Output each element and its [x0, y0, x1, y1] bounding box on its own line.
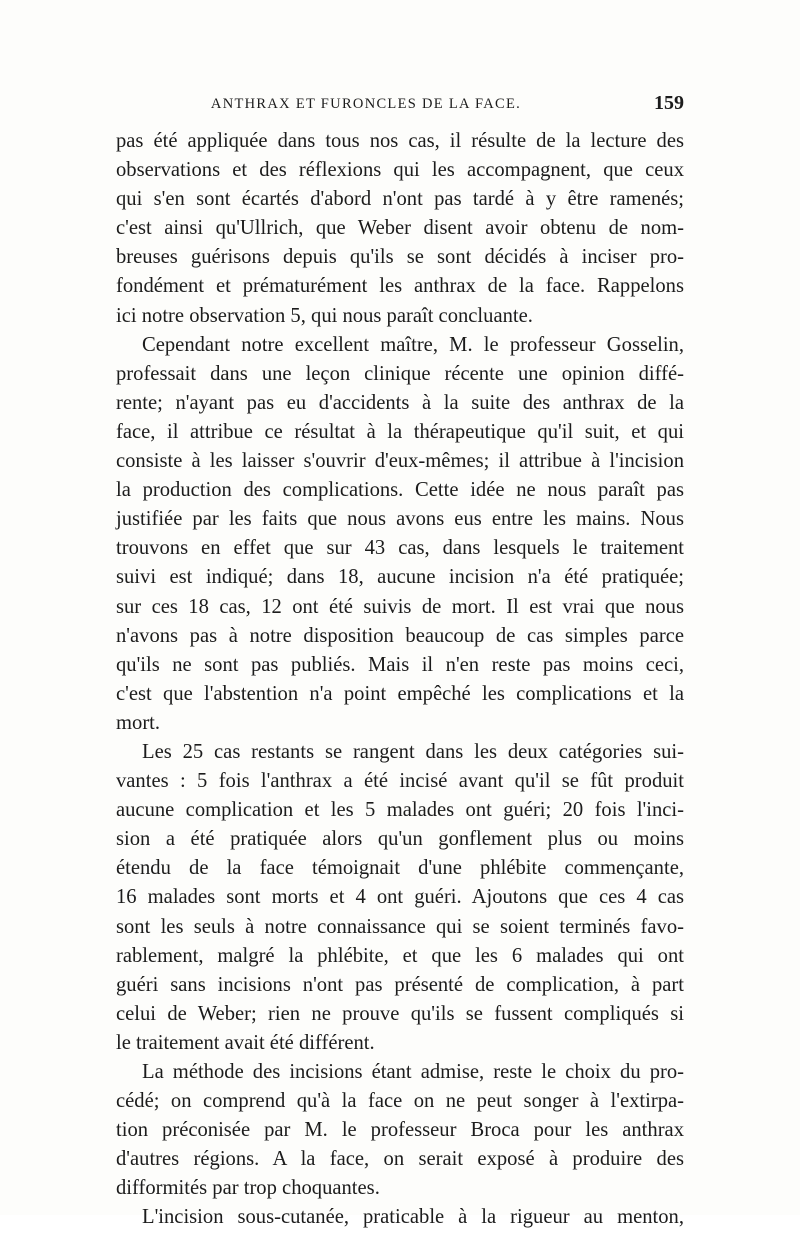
text-line: étendu de la face témoignait d'une phlébite commençante, [116, 857, 684, 880]
text-line: suivi est indiqué; dans 18, aucune incision n'a été pratiquée; [116, 566, 684, 589]
running-head [116, 92, 684, 118]
text-line: Les 25 cas restants se rangent dans les deux catégories sui- [142, 740, 684, 763]
text-line: rente; n'ayant pas eu d'accidents à la suite des anthrax de la [116, 391, 684, 414]
text-line: L'incision sous-cutanée, praticable à la rigueur au menton, [142, 1206, 684, 1229]
text-line: professait dans une leçon clinique récente une opinion diffé- [116, 362, 684, 385]
text-line: sion a été pratiquée alors qu'un gonflement plus ou moins [116, 828, 684, 851]
text-line: c'est que l'abstention n'a point empêché les complications et la [116, 682, 684, 705]
text-line: n'avons pas à notre disposition beaucoup de cas simples parce [116, 624, 684, 647]
text-line: le traitement avait été différent. [116, 1031, 375, 1054]
text-line: cédé; on comprend qu'à la face on ne peut songer à l'extirpa- [116, 1090, 684, 1113]
body-text [116, 127, 684, 1233]
text-line: sont les seuls à notre connaissance qui se soient terminés favo- [116, 915, 684, 938]
text-line: difformités par trop choquantes. [116, 1177, 380, 1200]
text-line: aucune complication et les 5 malades ont guéri; 20 fois l'inci- [116, 799, 684, 822]
text-line: sur ces 18 cas, 12 ont été suivis de mort. Il est vrai que nous [116, 595, 684, 618]
text-line: La méthode des incisions étant admise, reste le choix du pro- [142, 1061, 684, 1083]
text-line: qu'ils ne sont pas publiés. Mais il n'en reste pas moins ceci, [116, 653, 684, 676]
text-line: fondément et prématurément les anthrax de la face. Rappelons [116, 275, 684, 298]
running-title: ANTHRAX ET FURONCLES DE LA FACE. [210, 96, 522, 112]
text-line: observations et des réflexions qui les accompagnent, que ceux [116, 159, 684, 182]
text-line: pas été appliquée dans tous nos cas, il résulte de la lecture des [116, 130, 684, 152]
text-line: guéri sans incisions n'ont pas présenté de complication, à part [116, 973, 684, 996]
text-line: tion préconisée par M. le professeur Broca pour les anthrax [116, 1119, 684, 1142]
text-line: celui de Weber; rien ne prouve qu'ils se fussent compliqués si [116, 1002, 684, 1025]
text-line: la production des complications. Cette idée ne nous paraît pas [116, 479, 684, 502]
text-line: face, il attribue ce résultat à la thérapeutique qu'il suit, et qui [116, 420, 684, 443]
text-line: qui s'en sont écartés d'abord n'ont pas tardé à y être ramenés; [116, 188, 684, 211]
text-line: breuses guérisons depuis qu'ils se sont décidés à inciser pro- [116, 246, 684, 269]
text-line: 16 malades sont morts et 4 ont guéri. Ajoutons que ces 4 cas [116, 886, 684, 909]
text-line: c'est ainsi qu'Ullrich, que Weber disent avoir obtenu de nom- [116, 217, 684, 240]
text-line: rablement, malgré la phlébite, et que les 6 malades qui ont [116, 944, 684, 967]
text-line: d'autres régions. A la face, on serait exposé à produire des [116, 1148, 684, 1171]
text-line: mort. [116, 711, 161, 734]
page-number: 159 [654, 92, 684, 114]
text-line: justifiée par les faits que nous avons eus entre les mains. Nous [116, 508, 684, 531]
text-line: ici notre observation 5, qui nous paraît concluante. [116, 304, 533, 327]
text-line: trouvons en effet que sur 43 cas, dans lesquels le traitement [116, 537, 684, 560]
text-line: consiste à les laisser s'ouvrir d'eux-mêmes; il attribue à l'incision [116, 450, 684, 473]
text-line: vantes : 5 fois l'anthrax a été incisé avant qu'il se fût produit [116, 770, 684, 793]
text-line: Cependant notre excellent maître, M. le professeur Gosselin, [142, 333, 684, 356]
